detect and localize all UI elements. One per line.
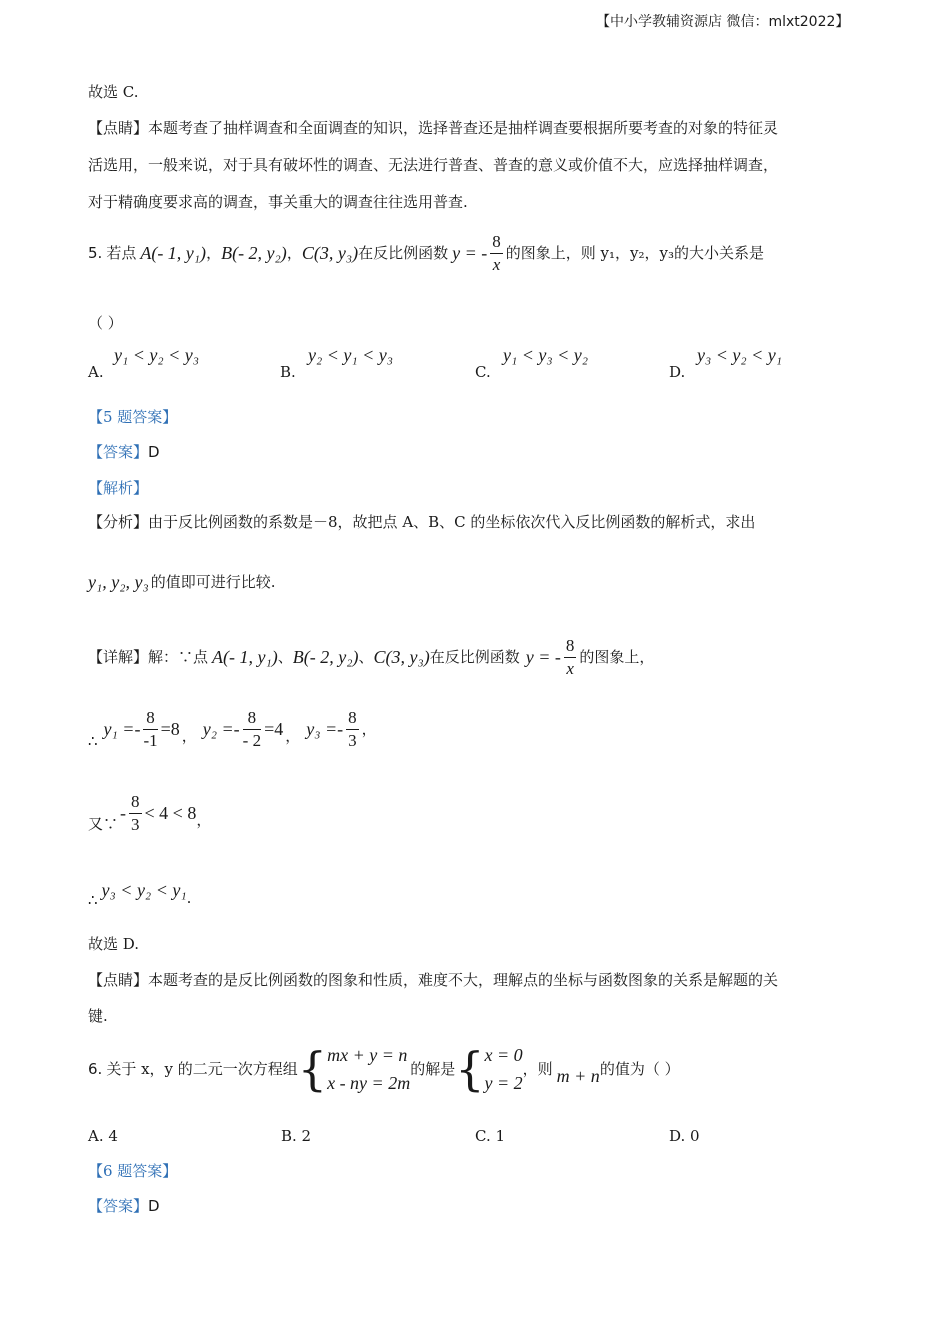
- q5-ineq-end: ，: [196, 811, 212, 829]
- q5-eq2-fraction: [243, 709, 261, 750]
- q5-eq2-lhs: y₂ =-: [202, 719, 240, 739]
- q5-func-lhs: y = -: [452, 243, 488, 263]
- q6-solution-brace: {: [455, 1042, 485, 1096]
- q5-eq1-numerator: 8: [143, 709, 157, 730]
- q5-detail-func-lhs: y = -: [525, 647, 561, 667]
- q5-option-a-expr: y₁ < y₂ < y₃: [114, 345, 200, 365]
- q5-detail-func-fraction: [564, 637, 577, 678]
- q5-detail-end: 的图象上，: [579, 648, 655, 666]
- q6-mid: 的解是: [410, 1060, 456, 1078]
- q5-detail-label: 【详解】解：∵点: [88, 648, 209, 666]
- q5-ineq-rest: < 4 < 8: [144, 803, 197, 823]
- q5-also: 又∵: [88, 815, 119, 833]
- q6-solution-eq-1: x = 0: [484, 1045, 523, 1065]
- q5-func-fraction: [490, 233, 503, 274]
- q5-ineq-denominator: 3: [131, 814, 140, 834]
- q5-analysis-line-1: 【分析】由于反比例函数的系数是－8，故把点 A、B、C 的坐标依次代入反比例函数的解析式，求出: [88, 513, 756, 531]
- q6-answer-line: [88, 1196, 160, 1216]
- q6-target: m + n: [556, 1066, 600, 1086]
- q5-prefix: 若点: [106, 244, 137, 262]
- q5-eq3-fraction: [346, 709, 359, 750]
- q5-conclusion: 故选 D.: [88, 935, 140, 953]
- q6-system-brace: {: [297, 1042, 328, 1096]
- q5-eq-end: ，: [361, 720, 377, 738]
- q5-equations-line: [88, 702, 377, 756]
- q5-eq2-denominator: - 2: [242, 730, 262, 750]
- q5-eq-sep-1: ，: [181, 727, 197, 745]
- q6-then: ，则: [522, 1060, 553, 1078]
- q5-func-denominator: x: [492, 254, 501, 274]
- q5-detail-mid: 在反比例函数: [429, 648, 520, 666]
- q5-eq2-numerator: 8: [243, 709, 261, 730]
- q5-comment-line-1: 【点睛】本题考查的是反比例函数的图象和性质，难度不大，理解点的坐标与函数图象的关系是解题的关: [88, 971, 779, 989]
- q5-paren: （ ）: [88, 314, 123, 332]
- q6-stem: [88, 1038, 680, 1100]
- q5-eq1-fraction: [143, 709, 157, 750]
- q5-answer-heading: 【5 题答案】: [88, 408, 178, 426]
- q5-option-d-expr: y₃ < y₂ < y₁: [697, 345, 783, 365]
- q5-eq1-denominator: -1: [143, 730, 158, 750]
- q5-option-d-label: D.: [669, 363, 686, 381]
- q5-point-c: C(3, y₃): [301, 243, 359, 263]
- q6-option-c: C. 1: [475, 1127, 506, 1145]
- q5-analysis-heading: 【解析】: [88, 479, 149, 497]
- q5-option-b-expr: y₂ < y₁ < y₃: [308, 345, 394, 365]
- q5-sep-2: ，: [286, 244, 302, 262]
- q5-mid: 在反比例函数: [358, 244, 449, 262]
- q5-number: 5.: [88, 244, 103, 262]
- q5-detail-line: [88, 632, 654, 682]
- q6-option-d: D. 0: [669, 1127, 700, 1145]
- q5-result: y₃ < y₂ < y₁: [101, 880, 187, 900]
- q5-point-b: B(- 2, y₂): [221, 243, 287, 263]
- q5-detail-func-denominator: x: [566, 658, 574, 678]
- q5-analysis-text: 的值即可进行比较.: [150, 573, 276, 591]
- q5-eq2-rhs: =4: [264, 719, 284, 739]
- q6-solution: [485, 1041, 523, 1097]
- q5-detail-func-numerator: 8: [564, 637, 577, 658]
- q5-therefore-1: ∴: [88, 732, 98, 750]
- q5-inequality-line: [88, 788, 211, 838]
- q5-suffix: 的图象上，则 y₁，y₂，y₃的大小关系是: [505, 244, 764, 262]
- q6-suffix: 的值为（ ）: [599, 1060, 680, 1078]
- q4-conclusion: 故选 C.: [88, 83, 139, 101]
- q5-option-c-label: C.: [475, 363, 491, 381]
- q5-answer-line: [88, 442, 160, 462]
- q5-comment-line-2: 键.: [88, 1007, 108, 1025]
- q5-eq3-numerator: 8: [346, 709, 359, 730]
- q4-comment-line-3: 对于精确度要求高的调查，事关重大的调查往往选用普查.: [88, 193, 468, 211]
- q5-result-line: [88, 872, 191, 908]
- q5-ineq-minus: -: [120, 803, 127, 823]
- q5-detail-point-a: A(- 1, y₁): [212, 647, 278, 667]
- q5-ineq-fraction: [129, 793, 142, 834]
- header-watermark: 【中小学教辅资源店 微信：mlxt2022】: [596, 14, 850, 30]
- q5-ineq-numerator: 8: [129, 793, 142, 814]
- q5-answer-value: D: [148, 443, 160, 461]
- q5-stem: [88, 228, 764, 278]
- q6-answer-label: 【答案】: [88, 1197, 149, 1215]
- q6-prefix: 关于 x，y 的二元一次方程组: [106, 1060, 298, 1078]
- q5-sep-1: ，: [206, 244, 222, 262]
- q6-system-eq-2: x - ny = 2m: [327, 1073, 411, 1093]
- q5-func-numerator: 8: [490, 233, 503, 254]
- q5-answer-label: 【答案】: [88, 443, 149, 461]
- q6-answer-heading: 【6 题答案】: [88, 1162, 178, 1180]
- q5-point-a: A(- 1, y₁): [140, 243, 207, 263]
- q6-solution-eq-2: y = 2: [484, 1073, 523, 1093]
- q5-eq1-lhs: y₁ =-: [103, 719, 141, 739]
- q5-eq3-lhs: y₃ =-: [306, 719, 344, 739]
- q4-comment-line-2: 活选用，一般来说，对于具有破坏性的调查、无法进行普查、普查的意义或价值不大，应选择抽样调查，: [88, 156, 779, 174]
- q5-therefore-2: ∴: [88, 891, 98, 909]
- q5-eq-sep-2: ，: [285, 727, 301, 745]
- q5-eq3-denominator: 3: [348, 730, 357, 750]
- q5-option-c-expr: y₁ < y₃ < y₂: [503, 345, 589, 365]
- q5-analysis-vars: y₁, y₂, y₃: [88, 572, 149, 592]
- q5-detail-point-c: C(3, y₃): [373, 647, 430, 667]
- q6-system-eq-1: mx + y = n: [327, 1045, 408, 1065]
- q6-option-a: A. 4: [88, 1127, 118, 1145]
- q5-detail-sep-1: 、: [277, 648, 293, 666]
- q6-answer-value: D: [148, 1197, 160, 1215]
- q6-system: [327, 1041, 410, 1097]
- q5-detail-sep-2: 、: [358, 648, 374, 666]
- q5-result-end: .: [186, 889, 192, 907]
- q5-detail-point-b: B(- 2, y₂): [292, 647, 359, 667]
- q6-option-b: B. 2: [281, 1127, 312, 1145]
- q5-analysis-line-2: [88, 572, 276, 592]
- q5-eq1-rhs: =8: [160, 719, 180, 739]
- q6-number: 6.: [88, 1060, 103, 1078]
- q5-option-b-label: B.: [280, 363, 296, 381]
- q5-option-a-label: A.: [88, 363, 104, 381]
- q4-comment-line-1: 【点睛】本题考查了抽样调查和全面调查的知识，选择普查还是抽样调查要根据所要考查的对象的特征灵: [88, 119, 779, 137]
